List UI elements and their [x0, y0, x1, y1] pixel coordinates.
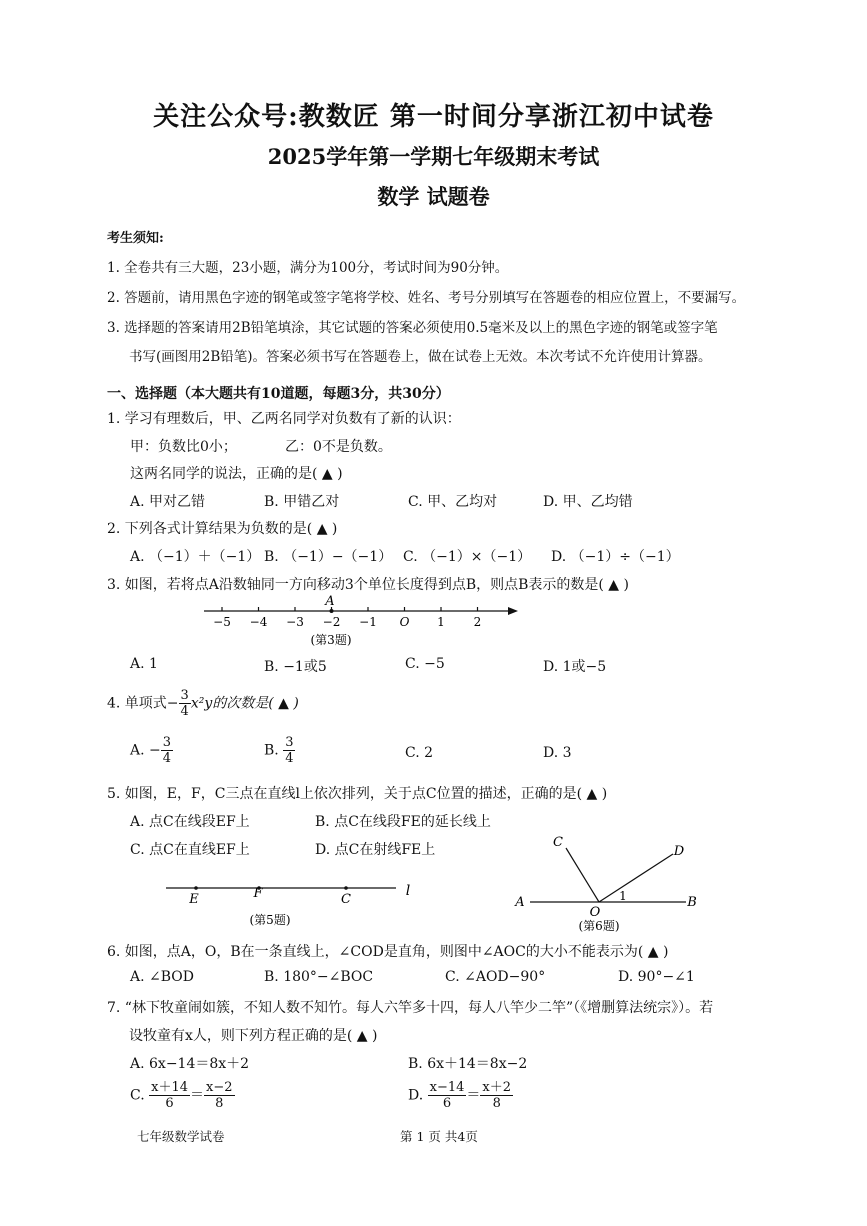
q4-option-b-prefix: B. — [264, 742, 284, 759]
notice-item-3-cont: 书写(画图用2B铅笔)。答案必须书写在答题卷上，做在试卷上无效。本次考试不允许使用计算器。 — [129, 349, 712, 365]
q3-option-a: A. 1 — [130, 656, 158, 672]
header-title: 关注公众号:教数匠 第一时间分享浙江初中试卷 — [153, 102, 714, 132]
q4-option-a-num: 3 — [162, 735, 172, 750]
footer-page-number: 第 1 页 共4页 — [400, 1129, 478, 1144]
ray-od — [599, 854, 673, 902]
q4-stem — [107, 688, 299, 719]
q3-caption: (第3题) — [310, 633, 352, 647]
notice-item-1: 1. 全卷共有三大题，23小题，满分为100分，考试时间为90分钟。 — [107, 260, 509, 276]
q7-option-d — [408, 1080, 513, 1111]
q7-d-right-den: 8 — [492, 1096, 501, 1111]
notice-heading: 考生须知: — [107, 231, 164, 246]
number-line-point-a-dot — [330, 609, 334, 613]
point-e — [194, 886, 198, 890]
q1-stem: 1. 学习有理数后，甲、乙两名同学对负数有了新的认识： — [107, 411, 461, 427]
label-a6: A — [515, 895, 525, 910]
number-line-arrow — [508, 607, 518, 615]
q4-option-a-fraction — [161, 735, 173, 766]
q1-option-b: B. 甲错乙对 — [264, 494, 340, 510]
number-line-tick-label: −5 — [213, 615, 231, 629]
q5-caption: (第5题) — [249, 913, 291, 927]
q4-option-c: C. 2 — [405, 745, 434, 761]
label-o6: O — [589, 905, 601, 920]
q7-c-right-num: x−2 — [206, 1080, 233, 1095]
q1-jia: 甲：负数比0小； — [130, 439, 237, 455]
q4-option-b-den: 4 — [285, 751, 294, 766]
ray-oc — [566, 848, 599, 902]
q1-yi: 乙：0不是负数。 — [285, 439, 392, 455]
q2-stem: 2. 下列各式计算结果为负数的是( ▲ ) — [107, 521, 338, 537]
section-heading: 一、选择题（本大题共有10道题，每题3分，共30分） — [107, 386, 450, 402]
number-line-point-a: A — [325, 594, 335, 609]
q1-option-c: C. 甲、乙均对 — [408, 494, 498, 510]
q4-option-a — [130, 735, 173, 766]
label-c: C — [341, 892, 351, 907]
q7-option-b: B. 6x＋14＝8x−2 — [408, 1056, 528, 1072]
q7-stem-line2: 设牧童有x人，则下列方程正确的是( ▲ ) — [129, 1028, 378, 1044]
q4-frac-den: 4 — [180, 704, 189, 719]
exam-title: 2025学年第一学期七年级期末考试 — [267, 144, 600, 169]
q5-option-d: D. 点C在射线FE上 — [315, 842, 436, 858]
number-line-tick-label: 1 — [437, 615, 445, 629]
q7-d-right-num: x＋2 — [482, 1080, 512, 1095]
q5-option-a: A. 点C在线段EF上 — [130, 814, 250, 830]
number-line-tick-label: −3 — [286, 615, 304, 629]
q2-option-c: C. （−1）×（−1） — [403, 549, 532, 565]
number-line-tick-label: 2 — [473, 615, 482, 629]
q3-stem: 3. 如图，若将点A沿数轴同一方向移动3个单位长度得到点B，则点B表示的数是( ▲ ) — [107, 577, 629, 593]
label-angle-1: 1 — [619, 889, 627, 903]
q7-c-equals: ＝ — [190, 1087, 204, 1104]
q2-option-a: A. （−1）＋（−1） — [130, 549, 261, 565]
q3-option-c: C. −5 — [405, 656, 445, 672]
q6-caption: (第6题) — [578, 919, 620, 933]
q6-option-d: D. 90°−∠1 — [618, 969, 695, 985]
q6-option-b: B. 180°−∠BOC — [264, 969, 374, 985]
q6-stem: 6. 如图，点A，O，B在一条直线上，∠COD是直角，则图中∠AOC的大小不能表示为( ▲ ) — [107, 944, 669, 960]
subject-title: 数学 试题卷 — [377, 184, 490, 209]
q7-c-left-den: 6 — [165, 1096, 174, 1111]
q1-ask: 这两名同学的说法，正确的是( ▲ ) — [130, 466, 343, 482]
number-line-tick-label: O — [399, 615, 410, 629]
q7-stem-line1: 7. “林下牧童闹如簇，不知人数不知竹。每人六竿多十四，每人八竿少二竿”（《增删算法统宗》）。若 — [107, 1000, 714, 1016]
q7-d-left-fraction — [428, 1080, 467, 1111]
q7-option-c — [130, 1080, 235, 1111]
q4-frac-num: 3 — [180, 688, 189, 703]
notice-item-2: 2. 答题前，请用黑色字迹的钢笔或签字笔将学校、姓名、考号分别填写在答题卷的相应位置上，不要漏写。 — [107, 290, 746, 306]
q5-line-figure — [160, 876, 430, 932]
label-d6: D — [673, 844, 685, 859]
q4-stem-suffix: x²y的次数是( ▲ ) — [190, 695, 299, 712]
q4-stem-prefix: 4. 单项式− — [107, 695, 179, 712]
q1-option-a: A. 甲对乙错 — [130, 494, 206, 510]
q5-option-c: C. 点C在直线EF上 — [130, 842, 250, 858]
q4-option-a-den: 4 — [162, 751, 172, 766]
label-l: l — [405, 883, 411, 899]
q6-angle-figure — [508, 830, 708, 936]
q4-option-b-num: 3 — [285, 735, 294, 750]
q3-number-line-figure — [190, 590, 530, 652]
q2-option-b: B. （−1）−（−1） — [264, 549, 393, 565]
q7-c-left-num: x＋14 — [151, 1080, 188, 1095]
label-f: F — [253, 886, 263, 901]
q4-option-b — [264, 735, 295, 766]
q6-option-a: A. ∠BOD — [130, 969, 194, 985]
q7-c-left-fraction — [149, 1080, 190, 1111]
q7-option-a: A. 6x−14＝8x＋2 — [130, 1056, 250, 1072]
q7-option-c-label: C. — [130, 1087, 145, 1104]
q4-option-d: D. 3 — [543, 745, 572, 761]
number-line-tick-label: −2 — [322, 615, 341, 629]
q7-d-left-den: 6 — [442, 1096, 452, 1111]
q7-d-right-fraction — [480, 1080, 513, 1111]
point-c — [344, 886, 348, 890]
q7-option-d-label: D. — [408, 1087, 424, 1104]
label-b6: B — [687, 895, 697, 910]
q6-option-c: C. ∠AOD−90° — [445, 969, 546, 985]
q5-stem: 5. 如图，E，F，C三点在直线l上依次排列，关于点C位置的描述，正确的是( ▲ ) — [107, 786, 608, 802]
number-line-tick-label: −4 — [249, 615, 268, 629]
q7-c-right-fraction — [204, 1080, 235, 1111]
q3-option-b: B. −1或5 — [264, 659, 327, 675]
label-c6: C — [553, 835, 563, 850]
q7-d-equals: ＝ — [466, 1087, 481, 1104]
q7-d-left-num: x−14 — [429, 1080, 465, 1095]
q1-option-d: D. 甲、乙均错 — [543, 494, 633, 510]
q4-option-a-prefix: A. − — [130, 742, 161, 759]
notice-item-3: 3. 选择题的答案请用2B铅笔填涂，其它试题的答案必须使用0.5毫米及以上的黑色字迹的钢笔或签字笔 — [107, 320, 718, 336]
number-line-tick-label: −1 — [359, 615, 377, 629]
q3-option-d: D. 1或−5 — [543, 659, 607, 675]
q4-option-b-fraction — [283, 735, 295, 766]
q4-fraction — [179, 688, 191, 719]
q2-option-d: D. （−1）÷（−1） — [551, 549, 680, 565]
label-e: E — [189, 892, 199, 907]
q5-option-b: B. 点C在线段FE的延长线上 — [315, 814, 491, 830]
footer-exam-name: 七年级数学试卷 — [137, 1129, 225, 1144]
q7-c-right-den: 8 — [215, 1096, 224, 1111]
